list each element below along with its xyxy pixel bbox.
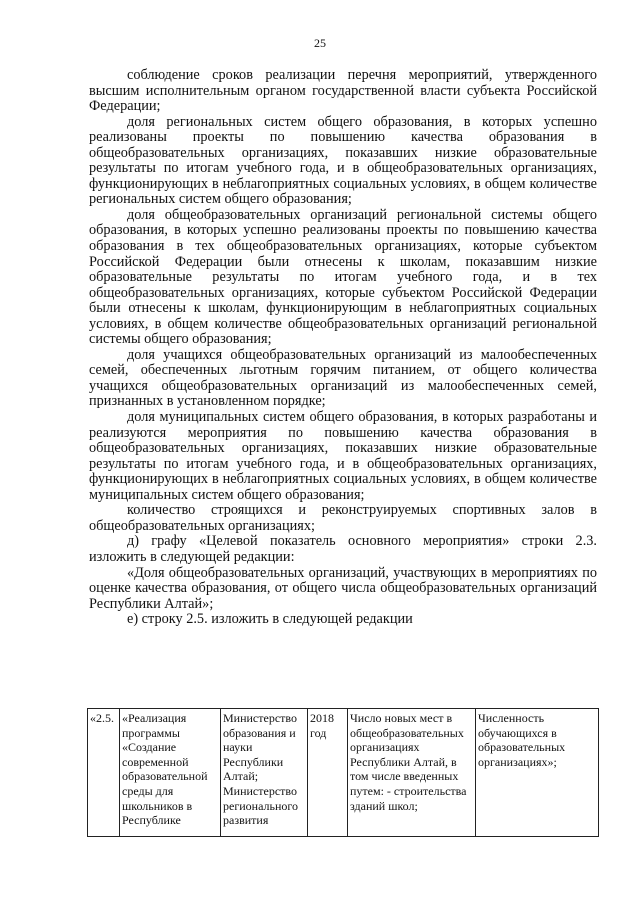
cell-row-number: «2.5. bbox=[88, 709, 120, 837]
paragraph-quote-indicator: «Доля общеобразовательных организаций, участвующих в мероприятиях по оценке качества образования, от общего числа общеобразовательных организаций Республики Алтай»; bbox=[89, 564, 597, 612]
cell-students-indicator: Численность обучающихся в образовательных организациях»; bbox=[476, 709, 599, 837]
amendment-table bbox=[87, 708, 599, 837]
paragraph-deadline-compliance: соблюдение сроков реализации перечня мероприятий, утвержденного высшим исполнительным органом государственной власти субъекта Российской Федерации; bbox=[89, 67, 597, 115]
cell-responsible-executors: Министерство образования и науки Республики Алтай; Министерство регионального развития bbox=[221, 709, 308, 837]
paragraph-municipal-systems-share: доля муниципальных систем общего образования, в которых разработаны и реализуются мероприятия по повышению качества образования в общеобразовательных организациях, показавших низкие образовательные результаты по итогам учебного года, и в общеобразовательных организациях, функционирующих в неблагоприятных социальных условиях, в общем количестве муниципальных систем общего образования; bbox=[89, 409, 597, 503]
paragraph-hot-meals-share: доля учащихся общеобразовательных организаций из малообеспеченных семей, обеспеченных льготным горячим питанием, от общего количества учащихся общеобразовательных организаций из малообеспеченных семей, признанных в установленном порядке; bbox=[89, 346, 597, 410]
document-body bbox=[89, 68, 597, 628]
paragraph-item-d: д) графу «Целевой показатель основного мероприятия» строки 2.3. изложить в следующей редакции: bbox=[89, 533, 597, 565]
paragraph-regional-systems-share: доля региональных систем общего образования, в которых успешно реализованы проекты по повышению качества образования в общеобразовательных организациях, показавших низкие образовательные результаты по итогам учебного года, и в общеобразовательных организациях, функционирующих в неблагоприятных социальных условиях, в общем количестве региональных систем общего образования; bbox=[89, 113, 597, 208]
cell-program-name: «Реализация программы «Создание современной образовательной среды для школьников в Республике bbox=[120, 709, 221, 837]
cell-year: 2018 год bbox=[308, 709, 348, 837]
cell-new-places-indicator: Число новых мест в общеобразовательных организациях Республики Алтай, в том числе введенных путем: - строительства зданий школ; bbox=[348, 709, 476, 837]
paragraph-schools-share: доля общеобразовательных организаций региональной системы общего образования, в которых успешно реализованы проекты по повышению качества образования в тех общеобразовательных организациях, которые субъектом Российской Федерации были отнесены к школам, показавшим низкие образовательные результаты по итогам учебного года, и в тех общеобразовательных организациях, которые субъектом Российской Федерации были отнесены к школам, функционирующим в неблагоприятных социальных условиях, в общем количестве общеобразовательных организаций региональной системы общего образования; bbox=[89, 206, 597, 348]
table-row bbox=[88, 709, 599, 837]
paragraph-sports-halls: количество строящихся и реконструируемых спортивных залов в общеобразовательных организациях; bbox=[89, 502, 597, 534]
paragraph-item-e: е) строку 2.5. изложить в следующей редакции bbox=[127, 611, 413, 628]
page-number: 25 bbox=[314, 36, 326, 50]
